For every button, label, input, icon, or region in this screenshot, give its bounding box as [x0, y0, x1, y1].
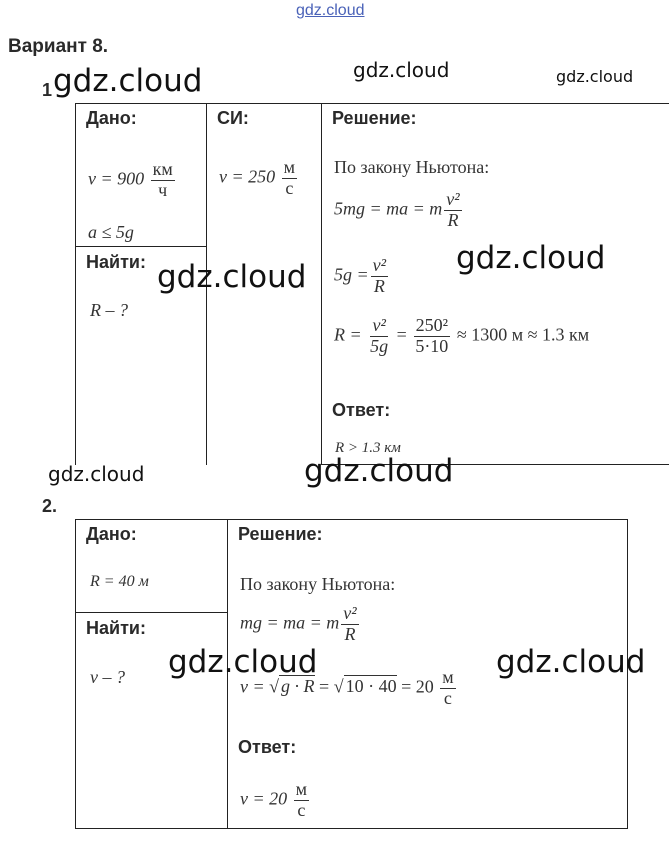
p1-eq2-num: v²: [372, 255, 387, 275]
p2-ans-unit-den: с: [297, 799, 306, 820]
p2-equation-1: [240, 604, 361, 645]
p2-given: R = 40 м: [90, 573, 149, 590]
p2-reshenie-header: Решение:: [238, 524, 323, 544]
p1-eq3-den2: 5·10: [415, 335, 449, 356]
p1-eq3-num1: v²: [372, 315, 386, 335]
p1-reshenie-header: Решение:: [332, 108, 417, 128]
p1-otvet-header: Ответ:: [332, 400, 391, 420]
p1-v-unit-num: км: [152, 159, 173, 179]
p2-eq2-unit-num: м: [442, 667, 454, 687]
p1-si-v-text: v = 250: [219, 166, 276, 187]
watermark: gdz.cloud: [53, 63, 203, 99]
watermark: gdz.cloud: [168, 644, 318, 680]
watermark: gdz.cloud: [48, 462, 145, 486]
p1-eq1-den: R: [447, 209, 459, 230]
watermark: gdz.cloud: [556, 67, 634, 86]
sqrt-sign-icon: √: [269, 676, 280, 697]
p1-dano-header: Дано:: [86, 108, 137, 128]
p2-eq2-unit-den: с: [443, 687, 452, 708]
p2-newton-law: По закону Ньютона:: [240, 574, 396, 594]
problem-1-number: 1: [42, 80, 53, 100]
p1-eq1-num: v²: [446, 189, 460, 209]
watermark-top-link[interactable]: gdz.cloud: [296, 2, 365, 19]
problem-2-number: 2.: [42, 496, 58, 516]
watermark: gdz.cloud: [496, 644, 646, 680]
p1-accel-condition: a ≤ 5g: [88, 222, 134, 242]
p1-find: R – ?: [90, 300, 128, 320]
p2-eq2-sqrt2: 10 · 40: [345, 676, 397, 697]
p1-si-unit-den: с: [285, 177, 294, 198]
p2-najti-header: Найти:: [86, 618, 146, 638]
p1-equation-3: [334, 316, 589, 357]
p1-si-unit-num: м: [283, 157, 296, 177]
p1-equation-1: [334, 190, 464, 231]
watermark: gdz.cloud: [353, 58, 450, 82]
watermark: gdz.cloud: [304, 453, 454, 489]
p1-given-velocity: [88, 160, 177, 201]
p2-find: v – ?: [90, 667, 125, 687]
p1-given-v-text: v = 900: [88, 168, 145, 189]
p2-equation-2: [240, 668, 458, 709]
p1-newton-law: По закону Ньютона:: [334, 157, 490, 177]
sqrt-sign-icon: √: [333, 676, 344, 697]
p2-ans-a: v = 20: [240, 788, 288, 809]
watermark: gdz.cloud: [157, 259, 307, 295]
p1-najti-header: Найти:: [86, 252, 146, 272]
p1-eq2-left: 5g =: [334, 264, 369, 285]
p2-eq1-num: v²: [343, 603, 357, 623]
p2-eq2-mid: =: [319, 676, 330, 697]
p2-dano-header: Дано:: [86, 524, 137, 544]
p1-eq1-left: 5mg = ma = m: [334, 198, 443, 219]
watermark: gdz.cloud: [456, 240, 606, 276]
p2-answer: [240, 780, 311, 821]
p1-equation-2: [334, 256, 390, 297]
variant-title: Вариант 8.: [8, 36, 109, 57]
p2-otvet-header: Ответ:: [238, 737, 297, 757]
p2-eq1-den: R: [344, 623, 356, 644]
p1-eq3-den1: 5g: [370, 335, 389, 356]
p2-eq2-tail: = 20: [401, 676, 434, 697]
p1-eq3-tail: ≈ 1300 м ≈ 1.3 км: [456, 324, 590, 345]
p2-eq2-sqrt1: g · R: [281, 676, 315, 697]
p1-eq2-den: R: [373, 275, 385, 296]
p1-si-header: СИ:: [217, 108, 249, 128]
p1-eq3-eq: =: [396, 324, 407, 345]
p1-eq3-num2: 250²: [415, 315, 449, 335]
p2-eq2-a: v =: [240, 676, 265, 697]
p1-eq3-a: R =: [334, 324, 362, 345]
p1-si-velocity: [219, 158, 299, 199]
p1-answer: R > 1.3 км: [335, 440, 401, 456]
p2-ans-unit-num: м: [295, 779, 308, 799]
p1-v-unit-den: ч: [158, 179, 168, 200]
p2-eq1-left: mg = ma = m: [240, 612, 340, 633]
